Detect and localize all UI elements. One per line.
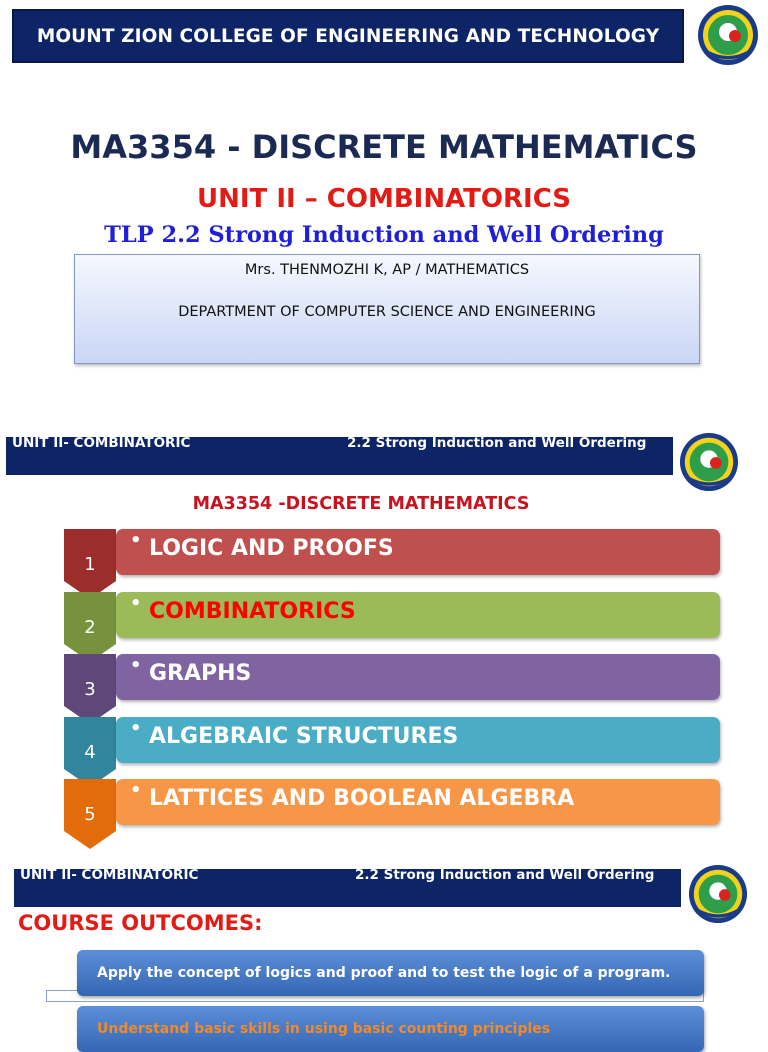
outcome-text: Understand basic skills in using basic counting principles <box>97 1021 551 1037</box>
outcome-card <box>77 1006 704 1052</box>
college-name: MOUNT ZION COLLEGE OF ENGINEERING AND TECHNOLOGY <box>36 25 660 47</box>
topic-bullet: • <box>130 655 142 676</box>
topic-bullet: • <box>130 780 142 801</box>
topic-label: ALGEBRAIC STRUCTURES <box>149 723 459 749</box>
topic-number: 1 <box>84 554 96 575</box>
topic-bullet: • <box>130 530 142 551</box>
topic-number: 3 <box>84 679 96 700</box>
faculty-name: Mrs. THENMOZHI K, AP / MATHEMATICS <box>244 262 530 278</box>
outcome-text: Apply the concept of logics and proof and to test the logic of a program. <box>97 965 671 981</box>
topic-number: 5 <box>84 804 96 825</box>
course-outcomes-heading: COURSE OUTCOMES: <box>18 911 263 935</box>
department-name: DEPARTMENT OF COMPUTER SCIENCE AND ENGINEERING <box>178 304 596 320</box>
topic-label: LATTICES AND BOOLEAN ALGEBRA <box>149 786 575 811</box>
unit-title: UNIT II – COMBINATORICS <box>196 184 572 214</box>
header-unit-label: UNIT II- COMBINATORIC <box>20 867 199 883</box>
topic-number: 4 <box>84 741 96 763</box>
tlp-title: TLP 2.2 Strong Induction and Well Ordering <box>104 222 664 248</box>
course-title: MA3354 - DISCRETE MATHEMATICS <box>70 128 698 166</box>
college-logo-icon <box>688 864 748 924</box>
topic-label: LOGIC AND PROOFS <box>149 536 394 561</box>
subject-title: MA3354 -DISCRETE MATHEMATICS <box>192 494 530 514</box>
outcome-card <box>77 950 704 996</box>
topic-bullet: • <box>130 717 142 739</box>
topic-bullet: • <box>130 592 142 614</box>
topic-label: GRAPHS <box>149 661 252 686</box>
header-unit-label: UNIT II- COMBINATORIC <box>12 435 191 451</box>
topic-number: 2 <box>84 616 96 638</box>
header-topic-label: 2.2 Strong Induction and Well Ordering <box>355 867 655 883</box>
slide-header-bar <box>14 869 681 907</box>
topic-label: COMBINATORICS <box>149 598 356 624</box>
header-topic-label: 2.2 Strong Induction and Well Ordering <box>347 435 647 451</box>
